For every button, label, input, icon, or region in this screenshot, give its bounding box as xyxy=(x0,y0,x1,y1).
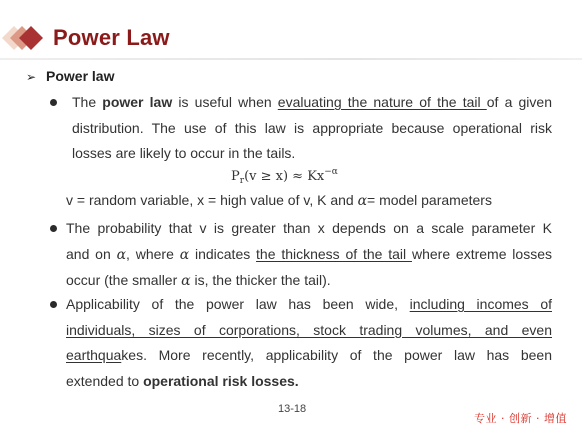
bullet-1-text: The power law is useful when evaluating the nature of the tail of a given distribution. The use of this law is appropriate because operational risk losses are likely to occur in the tails. xyxy=(72,94,552,162)
slide-title: Power Law xyxy=(53,25,170,50)
bullet-2-text: The probability that v is greater than x depends on a scale parameter K and on α, where α indicates the thickness of the tail where extreme losses occur (the smaller α is, the thicker the tail). xyxy=(66,220,552,290)
title-divider xyxy=(0,58,582,60)
power-law-formula: $P_r(v \ge x) \approx Kx^{-\alpha}$ xyxy=(231,167,338,186)
tagline: 专业 · 创新 · 增值 xyxy=(474,412,567,425)
bullet-dot-icon xyxy=(50,225,57,232)
bullet-3-text: Applicability of the power law has been wide, including incomes of individuals, sizes of corporations, stock trading volumes, and even earthquakes. More recently, applicability of the power law has been extended to operational risk losses. xyxy=(66,296,552,389)
bullet-dot-icon xyxy=(50,301,57,308)
page-number: 13-18 xyxy=(278,403,307,415)
bullet-dot-icon xyxy=(50,99,57,106)
section-heading xyxy=(26,68,114,84)
arrow-bullet-icon: ➢ xyxy=(26,70,37,84)
section-heading-text: Power law xyxy=(46,68,115,84)
diamond-logo-icon xyxy=(2,23,48,53)
variable-definitions: v = random variable, x = high value of v, K and α= model parameters xyxy=(66,192,492,209)
